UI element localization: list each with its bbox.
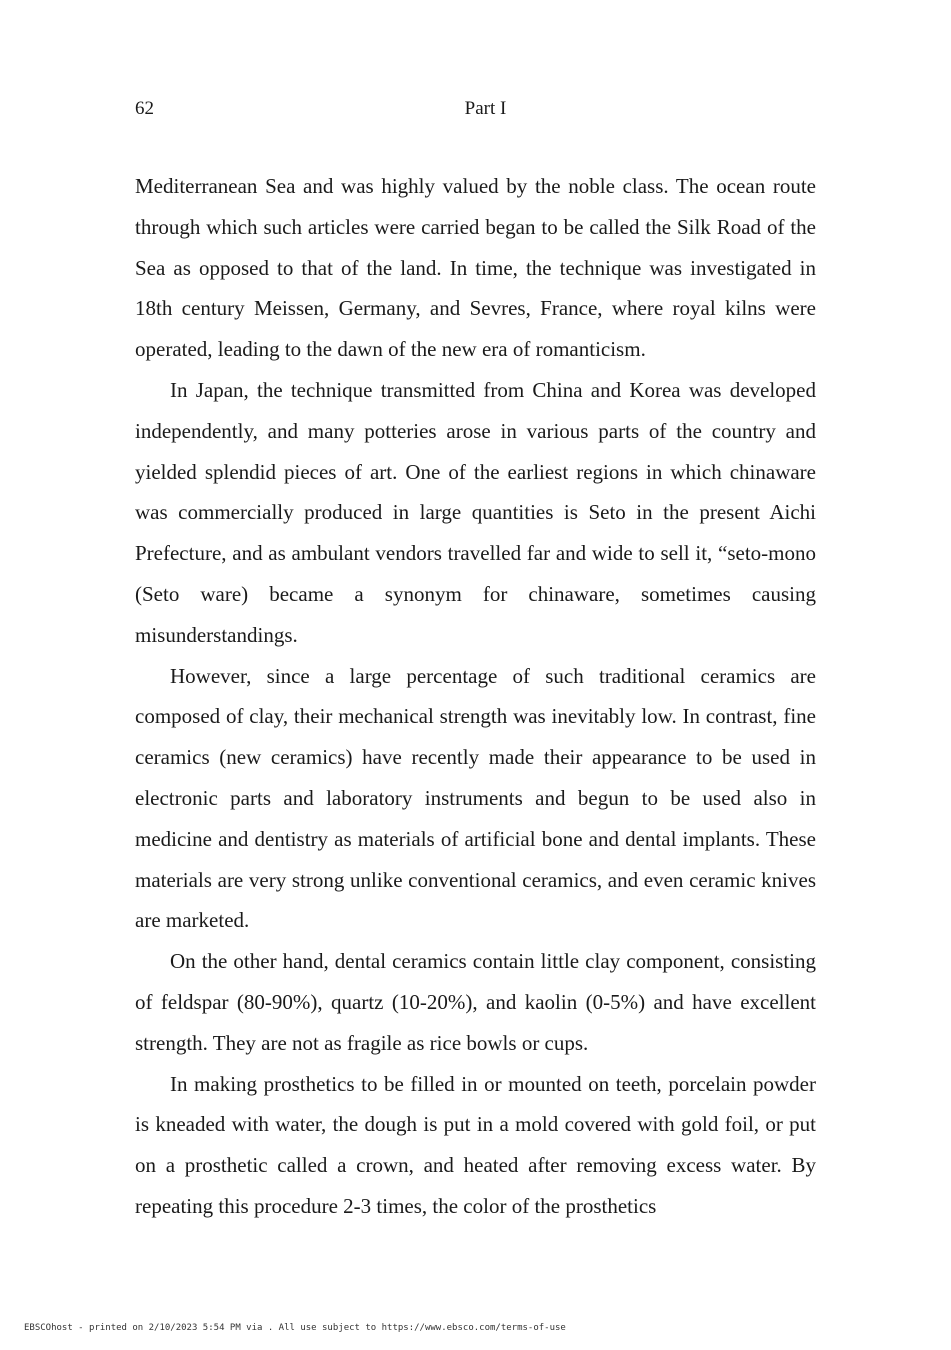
footer-notice: EBSCOhost - printed on 2/10/2023 5:54 PM via . All use subject to https://www.ebsco.com/terms-of-use bbox=[24, 1323, 566, 1333]
paragraph-2: In Japan, the technique transmitted from China and Korea was developed independently, and many potteries arose in various parts of the country and yielded splendid pieces of art. One of the earliest regions in which chinaware was commercially produced in large quantities is Seto in the present Aichi Prefecture, and as ambulant vendors travelled far and wide to sell it, “seto-mono (Seto ware) became a synonym for chinaware, sometimes causing misunderstandings. bbox=[135, 377, 816, 647]
paragraph-5: In making prosthetics to be filled in or mounted on teeth, porcelain powder is kneaded with water, the dough is put in a mold covered with gold foil, or put on a prosthetic called a crown, and heated after removing excess water. By repeating this procedure 2-3 times, the color of the prosthetics bbox=[135, 1071, 816, 1218]
paragraph-4: On the other hand, dental ceramics contain little clay component, consisting of feldspar (80-90%), quartz (10-20%), and kaolin (0-5%) and have excellent strength. They are not as fragile as rice bowls or cups. bbox=[135, 949, 816, 1055]
page-number: 62 bbox=[135, 98, 154, 119]
running-head: Part I bbox=[464, 98, 507, 119]
paragraph-1: Mediterranean Sea and was highly valued by the noble class. The ocean route through which such articles were carried began to be called the Silk Road of the Sea as opposed to that of the land. In time, the technique was investigated in 18th century Meissen, Germany, and Sevres, France, where royal kilns were operated, leading to the dawn of the new era of romanticism. bbox=[135, 174, 816, 362]
paragraph-3: However, since a large percentage of such traditional ceramics are composed of clay, their mechanical strength was inevitably low. In contrast, fine ceramics (new ceramics) have recently made their appearance to be used in electronic parts and laboratory instruments and begun to be used also in medicine and dentistry as materials of artificial bone and dental implants. These materials are very strong unlike conventional ceramics, and even ceramic knives are marketed. bbox=[135, 663, 816, 933]
body-text bbox=[135, 166, 816, 1227]
